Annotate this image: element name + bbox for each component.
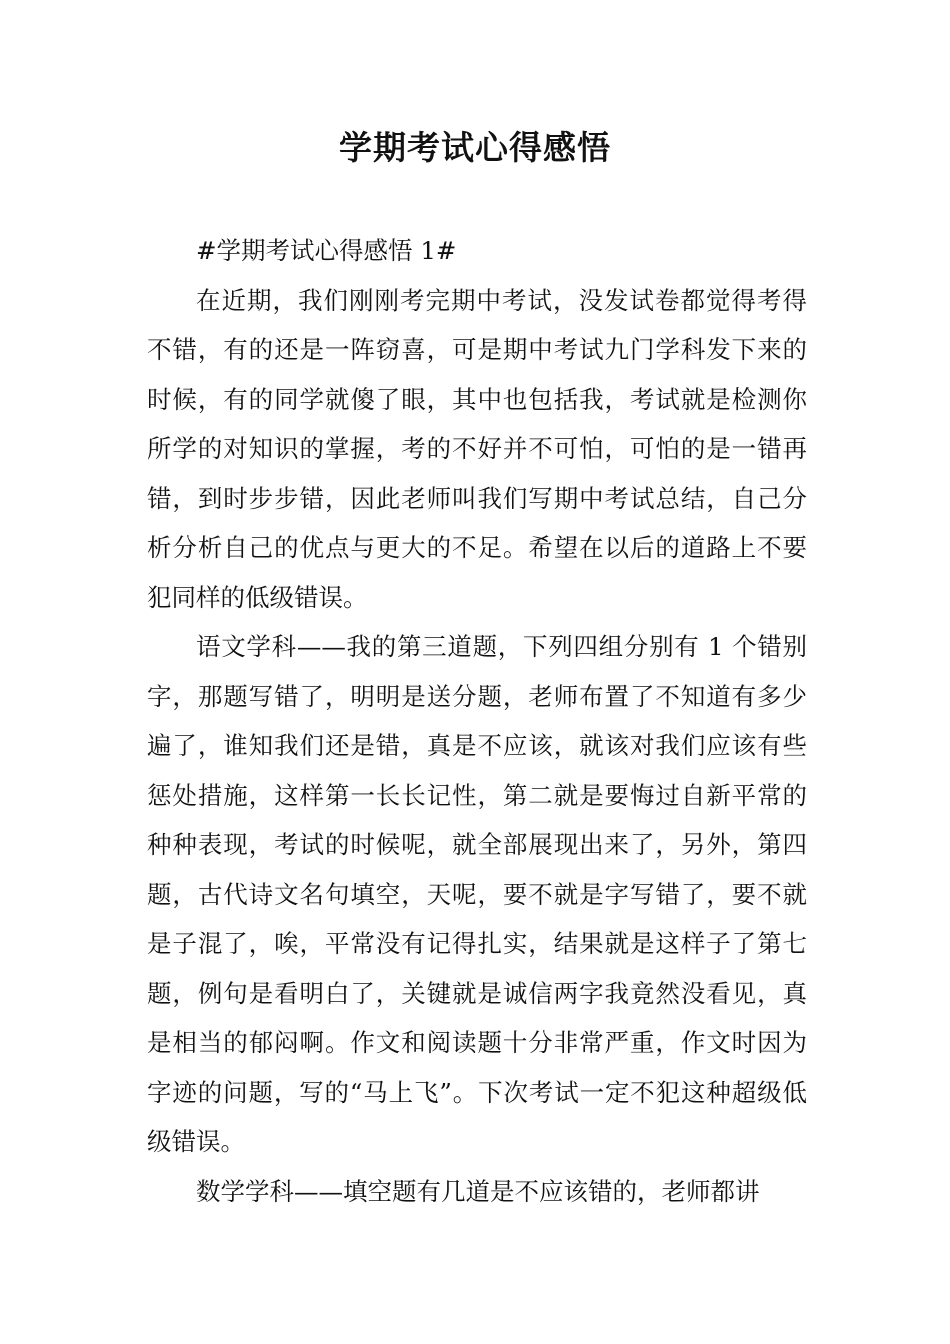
paragraph-math-subject: 数学学科——填空题有几道是不应该错的，老师都讲 <box>196 1176 760 1206</box>
section-heading: #学期考试心得感悟 1# <box>196 236 457 265</box>
document-title: 学期考试心得感悟 <box>339 128 611 167</box>
document-body <box>147 226 807 1216</box>
paragraph-intro: 在近期，我们刚刚考完期中考试，没发试卷都觉得考得不错，有的还是一阵窃喜，可是期中考试九门学科发下来的时候，有的同学就傻了眼，其中也包括我，考试就是检测你所学的对知识的掌握，考的不好并不可怕，可怕的是一错再错，到时步步错，因此老师叫我们写期中考试总结，自己分析分析自己的优点与更大的不足。希望在以后的道路上不要犯同样的低级错误。 <box>147 285 807 612</box>
paragraph-chinese-subject: 语文学科——我的第三道题，下列四组分别有 1 个错别字，那题写错了，明明是送分题，老师布置了不知道有多少遍了，谁知我们还是错，真是不应该，就该对我们应该有些惩处措施，这样第一长长记性，第二就是要悔过自新平常的种种表现，考试的时候呢，就全部展现出来了，另外，第四题，古代诗文名句填空，天呢，要不就是字写错了，要不就是子混了，唉，平常没有记得扎实，结果就是这样子了第七题，例句是看明白了，关键就是诚信两字我竟然没看见，真是相当的郁闷啊。作文和阅读题十分非常严重，作文时因为字迹的问题，写的“马上飞”。下次考试一定不犯这种超级低级错误。 <box>147 632 807 1156</box>
